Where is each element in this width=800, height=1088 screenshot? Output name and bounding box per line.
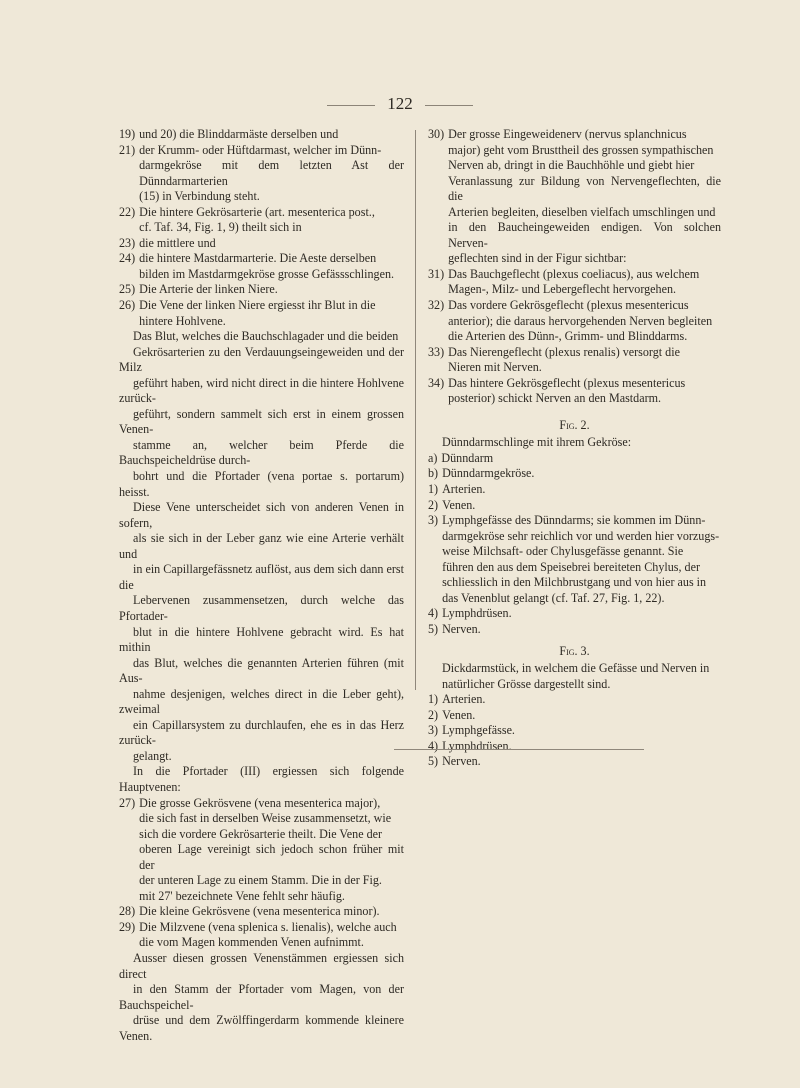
text-line: hintere Hohlvene.	[139, 313, 226, 328]
list-item	[119, 236, 404, 252]
item-text	[442, 754, 721, 770]
text-line: der unteren Lage zu einem Stamm. Die in der Fig.	[139, 873, 382, 888]
text-line: Arterien begleiten, dieselben vielfach umschlingen und	[448, 204, 716, 219]
item-text	[139, 236, 404, 252]
list-item	[428, 267, 721, 298]
text-line: (15) in Verbindung steht.	[139, 189, 260, 204]
list-item	[428, 345, 721, 376]
list-item	[428, 622, 721, 638]
item-text	[448, 345, 721, 376]
text-line: ein Capillarsystem zu durchlaufen, ehe es in das Herz zurück-	[119, 717, 404, 748]
header-rule-right	[425, 105, 473, 106]
item-number: 2)	[428, 497, 439, 512]
text-line: Dünndarmgekröse.	[442, 466, 535, 481]
list-item	[428, 466, 721, 482]
item-number: 26)	[119, 298, 136, 313]
item-text	[441, 451, 721, 467]
text-line: geführt haben, wird nicht direct in die hintere Hohlvene zurück-	[119, 375, 404, 406]
item-text	[448, 298, 721, 345]
text-line: Das hintere Gekrösgeflecht (plexus mesentericus	[448, 375, 686, 390]
text-line: Diese Vene unterscheidet sich von anderen Venen in sofern,	[119, 500, 404, 530]
text-line: Lymphgefässe.	[442, 723, 515, 738]
item-text	[442, 622, 721, 638]
item-number: 5)	[428, 621, 439, 636]
list-item	[428, 692, 721, 708]
item-text	[139, 127, 404, 143]
text-line: Die Milzvene (vena splenica s. lienalis), welche auch	[139, 919, 397, 934]
item-text	[139, 282, 404, 298]
text-line: anterior); die daraus hervorgehenden Nerven begleiten	[448, 313, 713, 328]
item-number: 22)	[119, 204, 136, 219]
item-text	[442, 723, 721, 739]
item-text	[139, 920, 404, 951]
text-line: Veranlassung zur Bildung von Nervengeflechten, die die	[448, 173, 721, 204]
item-number: a)	[428, 450, 438, 465]
figure-3-title: Fig. 3.	[559, 643, 590, 658]
text-line: Lebervenen zusammensetzen, durch welche das Pfortader-	[119, 593, 404, 623]
item-number: 28)	[119, 904, 136, 919]
text-line: Die grosse Gekrösvene (vena mesenterica major),	[139, 795, 381, 810]
list-item	[119, 251, 404, 282]
text-line: der Krumm- oder Hüftdarmast, welcher im Dünn-	[139, 142, 382, 157]
text-line: Nerven.	[442, 754, 481, 769]
item-text	[442, 482, 721, 498]
item-text	[442, 606, 721, 622]
list-item	[428, 451, 721, 467]
text-line: Die Vene der linken Niere ergiesst ihr Blut in die	[139, 298, 376, 313]
item-number: 21)	[119, 142, 136, 157]
list-item	[428, 739, 721, 755]
text-line: Das Nierengeflecht (plexus renalis) versorgt die	[448, 344, 680, 359]
text-line: Die Arterie der linken Niere.	[139, 282, 278, 297]
text-line: die vom Magen kommenden Venen aufnimmt.	[139, 935, 364, 950]
item-number: 2)	[428, 707, 439, 722]
text-line: Gekrösarterien zu den Verdauungseingeweiden und der Milz	[119, 344, 404, 375]
text-line: Arterien.	[442, 692, 486, 707]
item-number: 3)	[428, 513, 439, 528]
right-items-nerves	[428, 127, 721, 407]
item-number: 3)	[428, 723, 439, 738]
text-line: darmgekröse mit dem letzten Ast der Dünndarmarterien	[139, 158, 404, 188]
text-line: in den Stamm der Pfortader vom Magen, von der Bauchspeichel-	[119, 982, 404, 1012]
item-text	[139, 143, 404, 205]
text-line: die mittlere und	[139, 235, 216, 250]
item-number: 32)	[428, 298, 445, 313]
text-line: Nerven.	[442, 621, 481, 636]
list-item	[119, 796, 404, 905]
column-divider	[415, 130, 416, 690]
text-line: Nerven ab, dringt in die Bauchhöhle und giebt hier	[448, 158, 695, 173]
item-number: b)	[428, 466, 439, 481]
item-text	[448, 376, 721, 407]
item-text	[448, 267, 721, 298]
page-number: 122	[387, 94, 413, 113]
text-line: bilden im Mastdarmgekröse grosse Gefässschlingen.	[139, 266, 395, 281]
item-number: 34)	[428, 375, 445, 390]
text-line: in ein Capillargefässnetz auflöst, aus dem sich dann erst die	[119, 562, 404, 592]
item-number: 1)	[428, 692, 439, 707]
item-number: 4)	[428, 738, 439, 753]
text-line: bohrt und die Pfortader (vena portae s. portarum) heisst.	[119, 469, 404, 499]
list-item	[119, 143, 404, 205]
list-item	[428, 498, 721, 514]
text-line: nahme desjenigen, welches direct in die Leber geht), zweimal	[119, 686, 404, 717]
text-line: Das vordere Gekrösgeflecht (plexus mesentericus	[448, 298, 689, 313]
text-line: führen den aus dem Speisebrei bereiteten Chylus, der	[442, 559, 700, 574]
text-line: darmgekröse sehr reichlich vor und werden hier vorzugs-	[442, 528, 720, 543]
text-line: das Venenblut gelangt (cf. Taf. 27, Fig. 1, 22).	[442, 590, 665, 605]
page-header	[0, 94, 800, 114]
text-line: Das Blut, welches die Bauchschlagader und die beiden	[133, 329, 399, 344]
item-number: 1)	[428, 482, 439, 497]
text-line: Lymphdrüsen.	[442, 606, 512, 621]
header-rule-left	[327, 105, 375, 106]
figure-2-title: Fig. 2.	[559, 417, 590, 432]
list-item	[428, 723, 721, 739]
text-line: sich die vordere Gekrösarterie theilt. Die Vene der	[139, 826, 383, 841]
list-item	[428, 606, 721, 622]
list-item	[428, 513, 721, 606]
text-line: mit 27' bezeichnete Vene fehlt sehr häufig.	[139, 888, 345, 903]
text-line: Venen.	[442, 707, 476, 722]
item-text	[139, 904, 404, 920]
text-line: und 20) die Blinddarmäste derselben und	[139, 127, 339, 141]
text-line: oberen Lage vereinigt sich jedoch schon früher mit der	[139, 842, 404, 872]
item-text	[442, 466, 721, 482]
text-line: geflechten sind in der Figur sichtbar:	[448, 251, 627, 266]
bottom-rule	[394, 749, 644, 750]
list-item	[119, 127, 404, 143]
figure-3-intro	[428, 661, 721, 692]
text-line: blut in die hintere Hohlvene gebracht wird. Es hat mithin	[119, 624, 404, 655]
item-number: 30)	[428, 127, 445, 141]
text-line: die Arterien des Dünn-, Grimm- und Blinddarms.	[448, 329, 688, 344]
paragraph-pfortader-intro: In die Pfortader (III) ergiessen sich folgende Hauptvenen:	[119, 764, 404, 794]
paragraph-blood-flow	[119, 329, 404, 764]
item-text	[139, 796, 404, 905]
list-item	[119, 904, 404, 920]
item-text	[442, 513, 721, 606]
item-number: 33)	[428, 344, 445, 359]
list-item	[428, 482, 721, 498]
text-line: Die kleine Gekrösvene (vena mesenterica minor).	[139, 904, 380, 919]
text-line: Venen.	[442, 497, 476, 512]
text-line: die sich fast in derselben Weise zusammensetzt, wie	[139, 811, 392, 826]
list-item	[428, 754, 721, 770]
item-number: 25)	[119, 282, 136, 297]
text-line: die hintere Mastdarmarterie. Die Aeste derselben	[139, 251, 377, 266]
left-items-b	[119, 796, 404, 951]
item-text	[139, 298, 404, 329]
item-text	[442, 498, 721, 514]
list-item	[119, 298, 404, 329]
item-text	[442, 739, 721, 755]
item-text	[442, 692, 721, 708]
text-line: in den Baucheingeweiden endigen. Von solchen Nerven-	[448, 220, 721, 250]
text-line: Magen-, Milz- und Lebergeflecht hervorgehen.	[448, 282, 677, 297]
item-text	[139, 205, 404, 236]
list-item	[428, 298, 721, 345]
list-item	[119, 282, 404, 298]
text-line: als sie sich in der Leber ganz wie eine Arterie verhält und	[119, 531, 404, 561]
right-column	[428, 127, 721, 770]
text-line: posterior) schickt Nerven an den Mastdarm.	[448, 391, 662, 406]
left-items-a	[119, 127, 404, 329]
text-line: geführt, sondern sammelt sich erst in einem grossen Venen-	[119, 406, 404, 437]
text-line: Nieren mit Nerven.	[448, 360, 542, 375]
text-line: Das Bauchgeflecht (plexus coeliacus), aus welchem	[448, 266, 700, 281]
text-line: major) geht vom Brusttheil des grossen sympathischen	[448, 142, 714, 157]
item-text	[448, 127, 721, 267]
text-line: Dünndarm	[441, 450, 494, 465]
text-line: Die hintere Gekrösarterie (art. mesenterica post.,	[139, 204, 375, 219]
item-number: 29)	[119, 919, 136, 934]
item-number: 5)	[428, 754, 439, 769]
text-line: schliesslich in den Milchbrustgang und von hier aus in	[442, 575, 707, 590]
text-line: stamme an, welcher beim Pferde die Bauchspeicheldrüse durch-	[119, 437, 404, 468]
figure-2-items	[428, 451, 721, 638]
item-number: 27)	[119, 795, 136, 810]
list-item	[428, 376, 721, 407]
list-item	[119, 920, 404, 951]
text-line: Lymphgefässe des Dünndarms; sie kommen im Dünn-	[442, 513, 706, 528]
item-number: 19)	[119, 127, 136, 141]
list-item	[119, 205, 404, 236]
text-line: das Blut, welches die genannten Arterien führen (mit Aus-	[119, 655, 404, 686]
list-item	[428, 708, 721, 724]
item-number: 4)	[428, 606, 439, 621]
text-line: gelangt.	[133, 748, 172, 763]
figure-3-items	[428, 692, 721, 770]
item-text	[139, 251, 404, 282]
item-number: 31)	[428, 266, 445, 281]
text-line: Lymphdrüsen.	[442, 738, 512, 753]
text-line: cf. Taf. 34, Fig. 1, 9) theilt sich in	[139, 220, 302, 235]
left-column	[119, 127, 404, 1044]
text-line: Dickdarmstück, in welchem die Gefässe und Nerven in	[442, 661, 710, 676]
text-line: natürlicher Grösse dargestellt sind.	[442, 676, 611, 691]
list-item	[428, 127, 721, 267]
text-line: drüse und dem Zwölffingerdarm kommende kleinere Venen.	[119, 1013, 404, 1043]
text-line: Arterien.	[442, 482, 486, 497]
paragraph-smaller-veins	[119, 951, 404, 1044]
text-line: weise Milchsaft- oder Chylusgefässe genannt. Sie	[442, 544, 684, 559]
item-number: 23)	[119, 235, 136, 250]
item-number: 24)	[119, 251, 136, 266]
text-line: Der grosse Eingeweidenerv (nervus splanchnicus	[448, 127, 687, 141]
text-line: Ausser diesen grossen Venenstämmen ergiessen sich direct	[119, 950, 404, 981]
figure-2-intro: Dünndarmschlinge mit ihrem Gekröse:	[442, 435, 632, 450]
item-text	[442, 708, 721, 724]
